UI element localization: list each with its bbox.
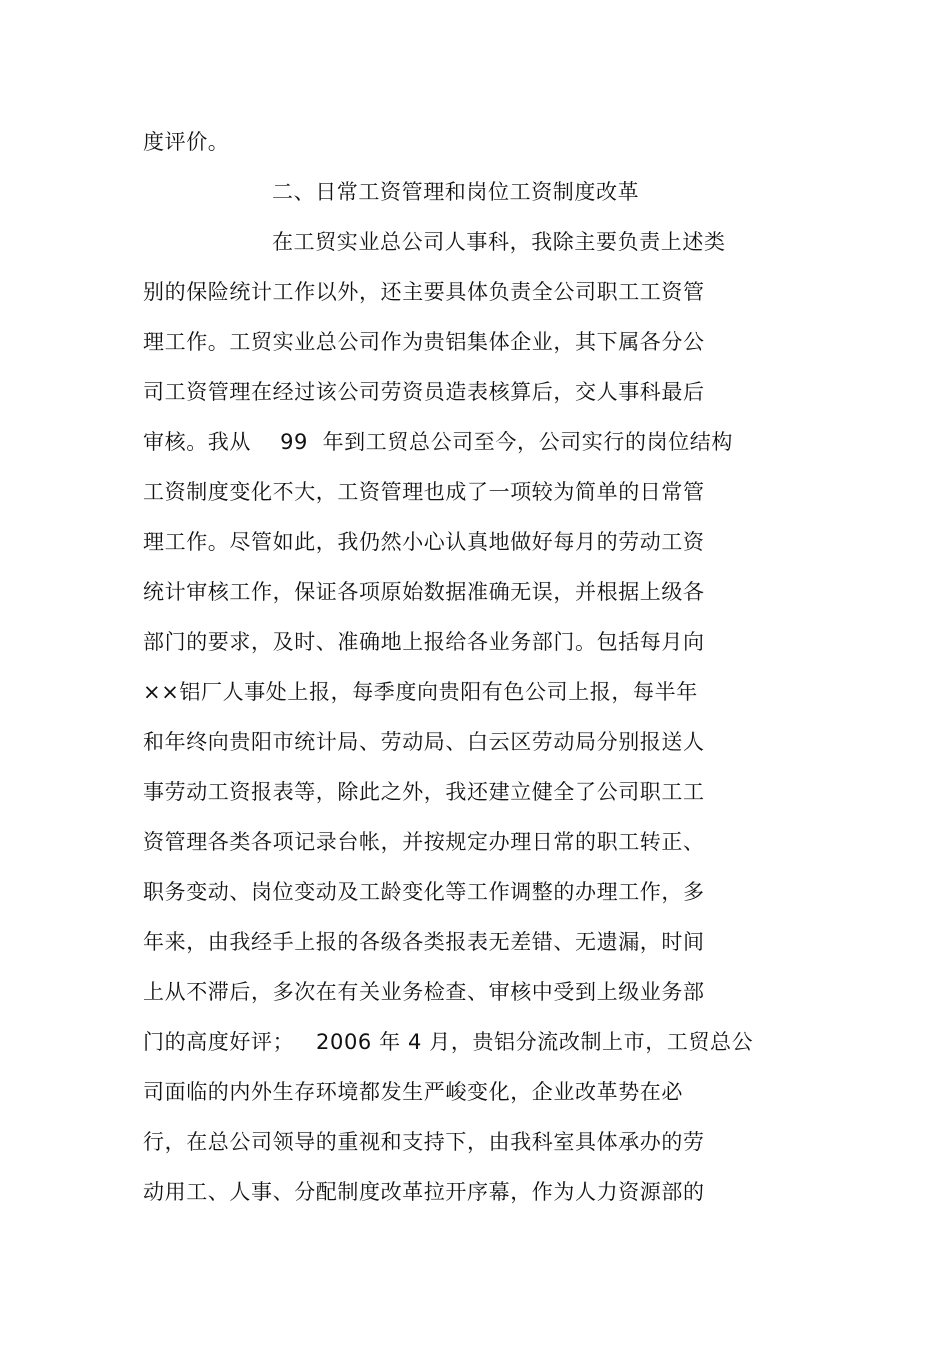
text-line: 工资制度变化不大，工资管理也成了一项较为简单的日常管	[143, 480, 705, 504]
text-line: 统计审核工作，保证各项原始数据准确无误，并根据上级各	[143, 580, 705, 604]
section-heading: 二、日常工资管理和岗位工资制度改革	[272, 180, 640, 204]
text-line: 门的高度好评； 2006 年 4 月，贵铝分流改制上市，工贸总公	[143, 1030, 754, 1054]
text-line: 年来，由我经手上报的各级各类报表无差错、无遗漏，时间	[143, 930, 705, 954]
text-line: 别的保险统计工作以外，还主要具体负责全公司职工工资管	[143, 280, 705, 304]
text-line: 行，在总公司领导的重视和支持下，由我科室具体承办的劳	[143, 1130, 705, 1154]
text-line: 部门的要求，及时、准确地上报给各业务部门。包括每月向	[143, 630, 705, 654]
text-line: 和年终向贵阳市统计局、劳动局、白云区劳动局分别报送人	[143, 730, 705, 754]
text-line: 司面临的内外生存环境都发生严峻变化，企业改革势在必	[143, 1080, 683, 1104]
text-line: 事劳动工资报表等，除此之外，我还建立健全了公司职工工	[143, 780, 705, 804]
text-line: 资管理各类各项记录台帐，并按规定办理日常的职工转正、	[143, 830, 705, 854]
text-line: 在工贸实业总公司人事科，我除主要负责上述类	[272, 230, 726, 254]
text-line: 职务变动、岗位变动及工龄变化等工作调整的办理工作，多	[143, 880, 705, 904]
text-line: 动用工、人事、分配制度改革拉开序幕，作为人力资源部的	[143, 1180, 705, 1204]
text-line: 司工资管理在经过该公司劳资员造表核算后，交人事科最后	[143, 380, 705, 404]
text-line: 理工作。尽管如此，我仍然小心认真地做好每月的劳动工资	[143, 530, 705, 554]
text-line: 审核。我从 99 年到工贸总公司至今，公司实行的岗位结构	[143, 430, 733, 454]
text-line: 上从不滞后，多次在有关业务检查、审核中受到上级业务部	[143, 980, 705, 1004]
text-line: 理工作。工贸实业总公司作为贵铝集体企业，其下属各分公	[143, 330, 705, 354]
text-line: 度评价。	[143, 130, 230, 154]
text-line: ××铝厂人事处上报，每季度向贵阳有色公司上报，每半年	[143, 680, 698, 704]
